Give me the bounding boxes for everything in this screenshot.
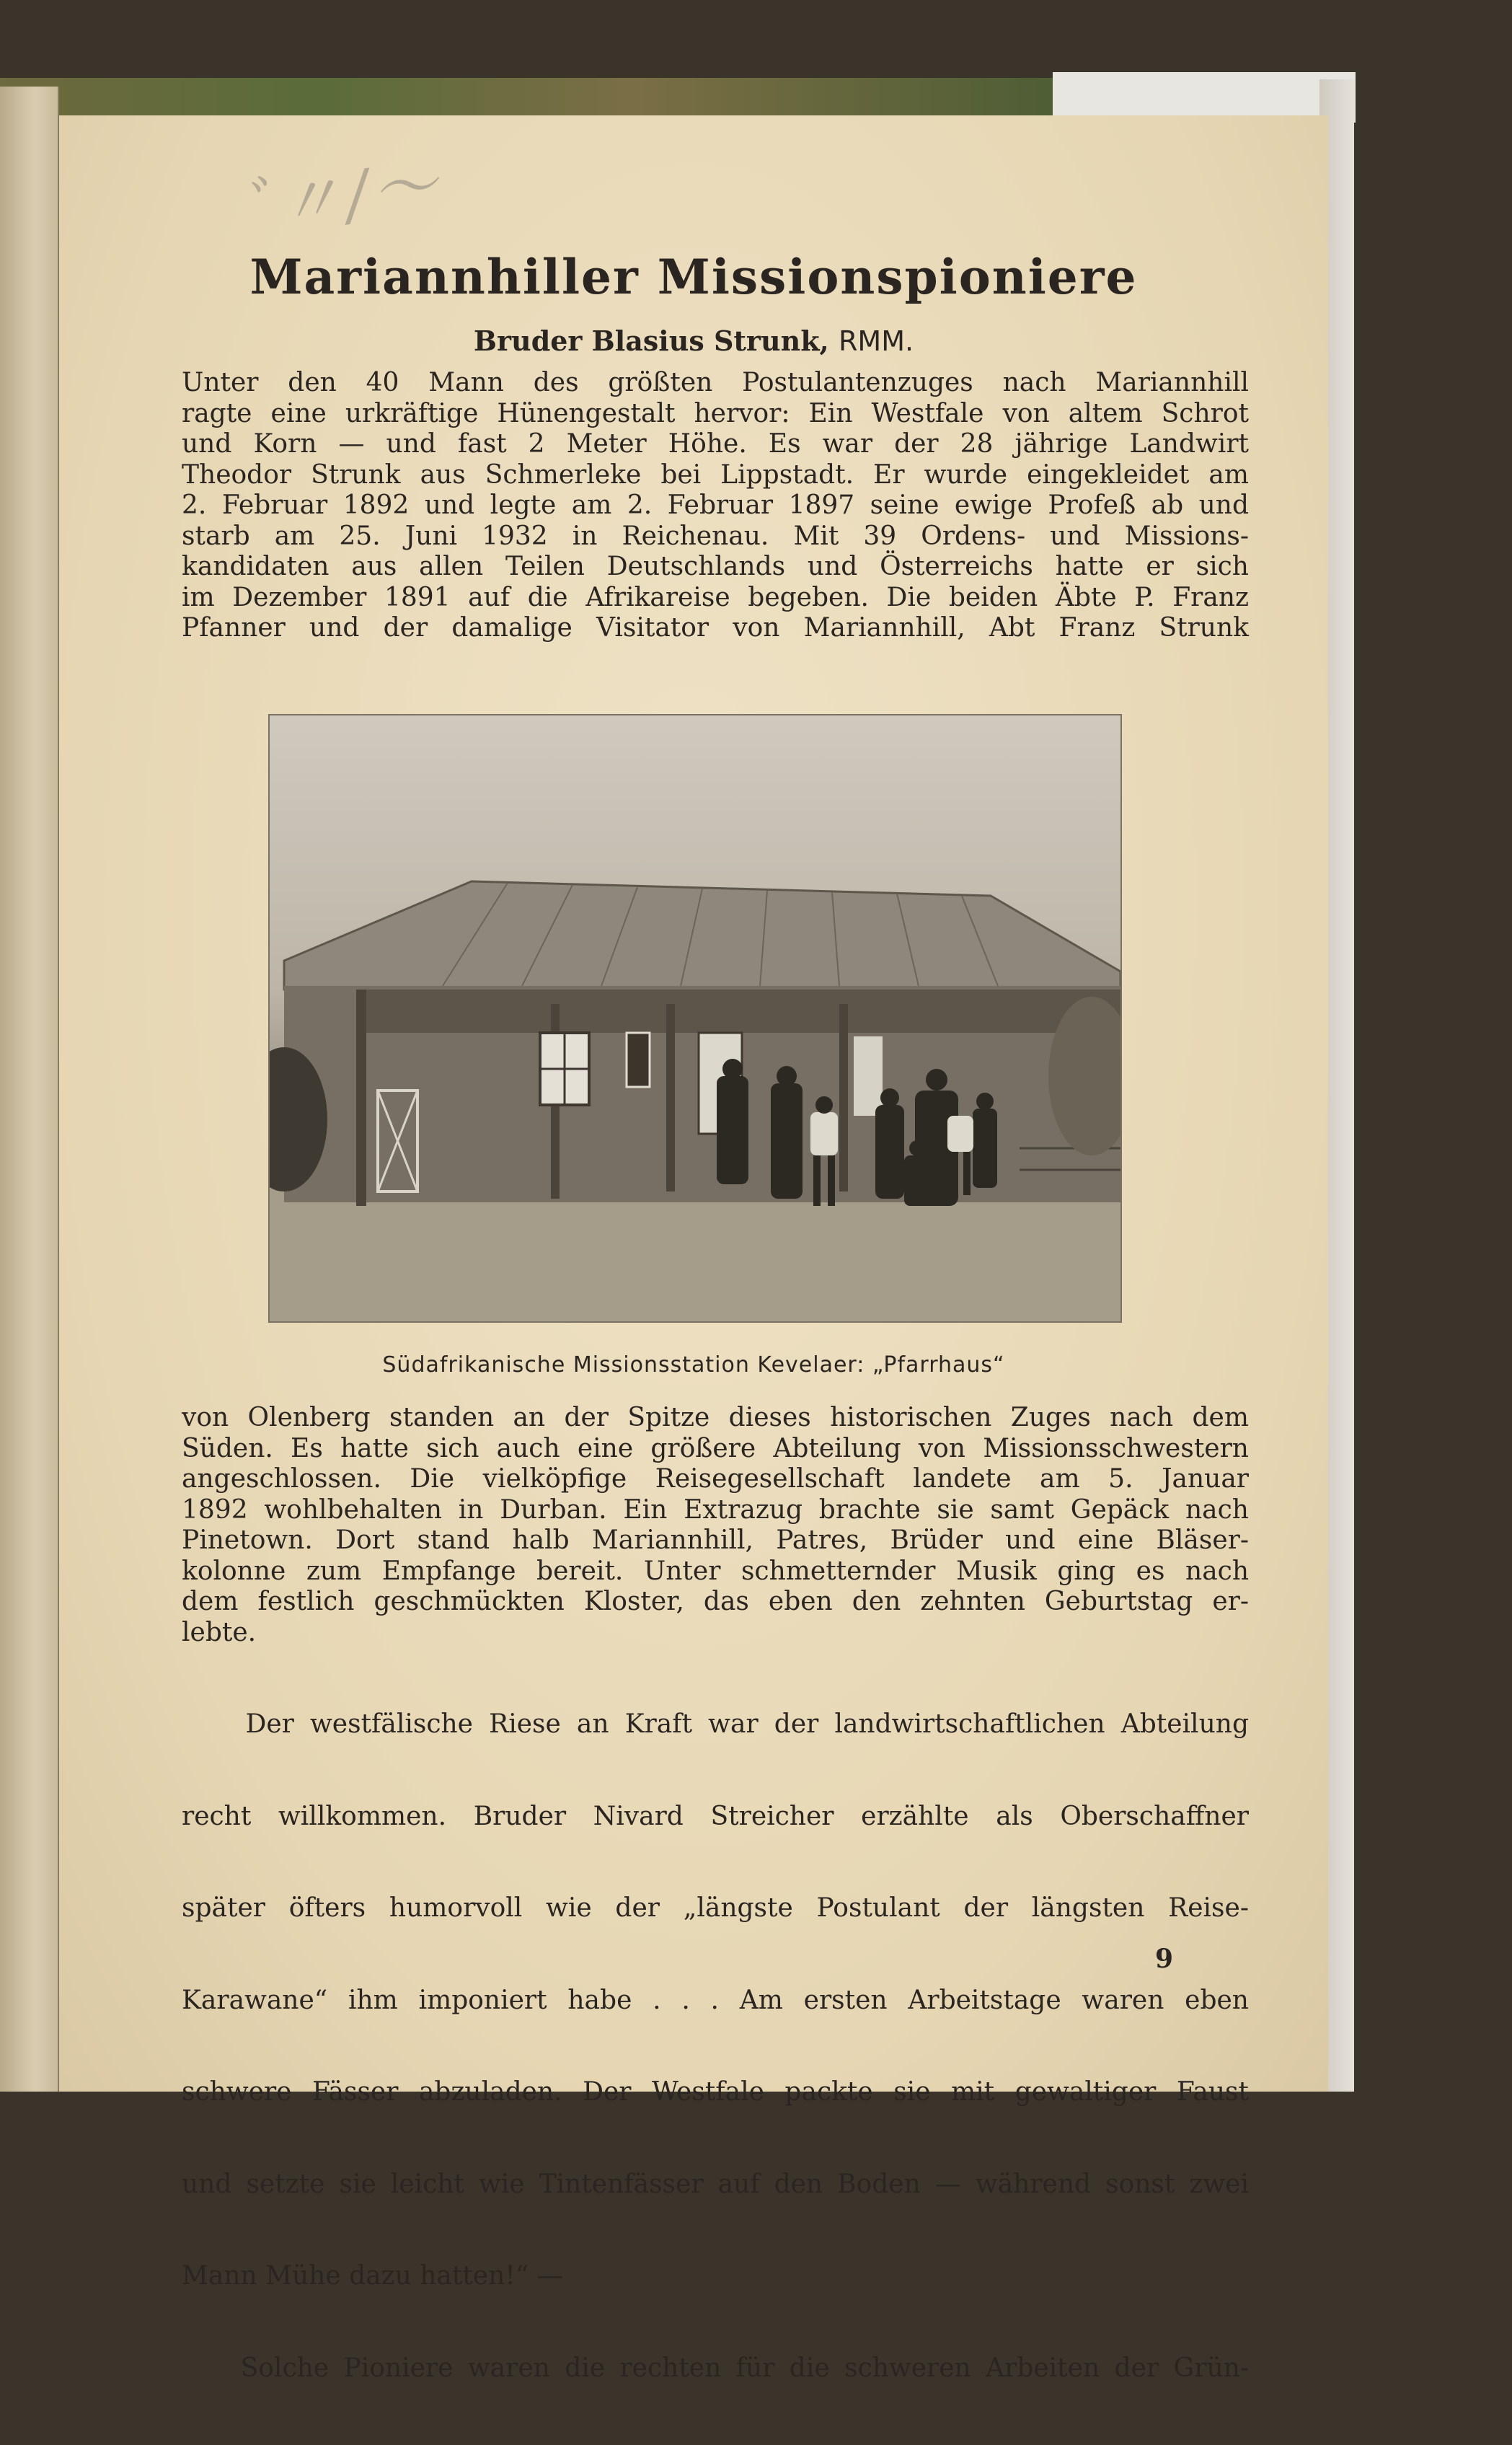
photo-caption: Südafrikanische Missionsstation Kevelaer: „Pfarrhaus“	[382, 1352, 1005, 1378]
book-cover-edge	[0, 78, 1053, 121]
book-page	[59, 115, 1328, 2383]
text-line: starb am 25. Juni 1932 in Reichenau. Mit 39 Ordens- und Missions-	[182, 521, 1249, 551]
text-line: Süden. Es hatte sich auch eine größere Abteilung von Missionsschwestern	[182, 1433, 1249, 1463]
text-line: und setzte sie leicht wie Tintenfässer auf den Boden — während sonst zwei	[182, 2169, 1249, 2199]
text-line: ragte eine urkräftige Hünengestalt hervor: Ein Westfale von altem Schrot	[182, 398, 1249, 428]
text-line: Der westfälische Riese an Kraft war der landwirtschaftlichen Abteilung	[182, 1709, 1249, 1739]
text-line: im Dezember 1891 auf die Afrikareise begeben. Die beiden Äbte P. Franz	[182, 582, 1249, 612]
text-line: später öfters humorvoll wie der „längste Postulant der längsten Reise-	[182, 1893, 1249, 1923]
text-line: Pinetown. Dort stand halb Mariannhill, Patres, Brüder und eine Bläser-	[182, 1525, 1249, 1555]
text-line: lebte.	[182, 1617, 257, 1647]
third-paragraph	[182, 1648, 1249, 2445]
continuation-paragraph	[182, 1403, 1249, 1648]
text-line: 2. Februar 1892 und legte am 2. Februar 1897 seine ewige Profeß ab und	[182, 490, 1249, 520]
text-line: recht willkommen. Bruder Nivard Streicher erzählte als Oberschaffner	[182, 1801, 1249, 1831]
mission-house-photo	[268, 714, 1122, 1323]
text-line: dem festlich geschmückten Kloster, das eben den zehnten Geburtstag er-	[182, 1587, 1249, 1616]
text-line: Theodor Strunk aus Schmerleke bei Lippstadt. Er wurde eingekleidet am	[182, 459, 1249, 490]
subtitle-order: RMM.	[839, 325, 914, 357]
text-line: 1892 wohlbehalten in Durban. Ein Extrazug brachte sie samt Gepäck nach	[182, 1494, 1249, 1525]
text-line: und Korn — und fast 2 Meter Höhe. Es war der 28 jährige Landwirt	[182, 429, 1249, 459]
pencil-mark: ﾞ〃/〜	[236, 145, 446, 249]
page-number: 9	[1155, 1944, 1174, 1974]
subtitle-name: Bruder Blasius Strunk,	[473, 325, 829, 357]
text-line: schwere Fässer abzuladen. Der Westfale packte sie mit gewaltiger Faust	[182, 2077, 1249, 2107]
text-line: kolonne zum Empfange bereit. Unter schmetternder Musik ging es nach	[182, 1556, 1249, 1586]
text-line: von Olenberg standen an der Spitze dieses historischen Zuges nach dem	[182, 1403, 1249, 1432]
facing-page-edge	[0, 87, 59, 2092]
text-line: Karawane“ ihm imponiert habe . . . Am ersten Arbeitstage waren eben	[182, 1985, 1249, 2015]
text-line: Solche Pioniere waren die rechten für die schweren Arbeiten der Grün-	[182, 2353, 1249, 2383]
article-title: Mariannhiller Missionspioniere	[249, 249, 1138, 305]
text-line: kandidaten aus allen Teilen Deutschlands und Österreichs hatte er sich	[182, 552, 1249, 581]
text-line: Pfanner und der damalige Visitator von Mariannhill, Abt Franz Strunk	[182, 613, 1249, 643]
text-line: Mann Mühe dazu hatten!“ —	[182, 2261, 563, 2291]
intro-paragraph	[182, 368, 1249, 644]
article-subtitle	[59, 325, 1328, 357]
text-line: Unter den 40 Mann des größten Postulantenzuges nach Mariannhill	[182, 368, 1249, 397]
photo-illustration	[270, 715, 1120, 1321]
text-line: angeschlossen. Die vielköpfige Reisegesellschaft landete am 5. Januar	[182, 1464, 1249, 1494]
